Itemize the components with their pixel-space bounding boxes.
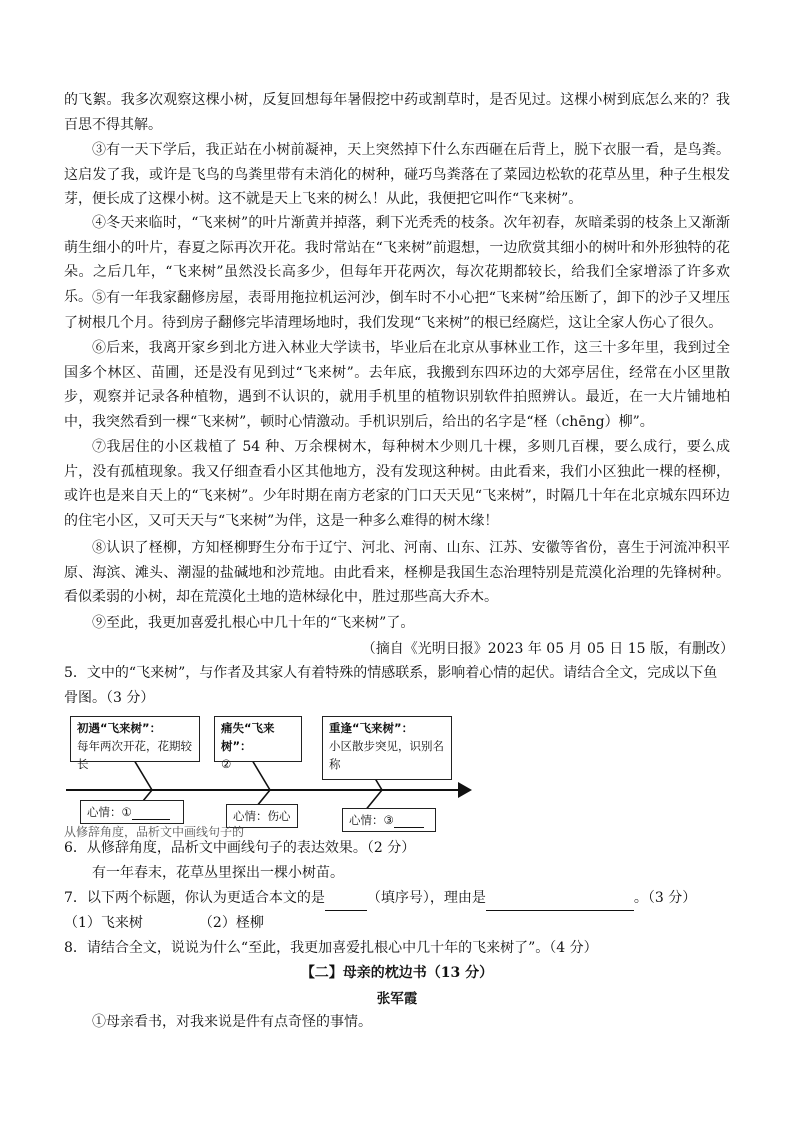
mood2-label: 心情：伤心 [233, 809, 291, 823]
box1-title: 初遇“飞来树”： [77, 721, 162, 735]
q7-option-2: （2）柽柳 [198, 915, 264, 931]
box3-text: 小区散步突见，识别名称 [329, 739, 444, 771]
question-6-sentence: 有一年春末，花草丛里探出一棵小树苗。 [92, 865, 344, 881]
paragraph-8: ⑧认识了柽柳，方知柽柳野生分布于辽宁、河北、河南、山东、江苏、安徽等省份，喜生于河流冲积平原、海滨、滩头、潮湿的盐碱地和沙荒地。由此看来，柽柳是我国生态治理特别是荒漠化治理的先锋树种。看似柔弱的小树，却在荒漠化土地的造林绿化中，胜过那些高大乔木。 [64, 540, 730, 606]
fishbone-diagram [64, 712, 476, 839]
paragraph-9: ⑨至此，我更加喜爱扎根心中几十年的“飞来树”了。 [92, 615, 415, 631]
paragraph-continued: 的飞絮。我多次观察这棵小树，反复回想每年暑假挖中药或割草时，是否见过。这棵小树到底怎么来的？我百思不得其解。 [64, 92, 730, 133]
paragraph-4: ④冬天来临时，“飞来树”的叶片渐黄并掉落，剩下光秃秃的枝条。次年初春，灰暗柔弱的枝条上又渐渐萌生细小的叶片，春夏之际再次开花。我时常站在“飞来树”前遐想，一边欣赏其细小的树叶和外形独特的花朵。之后几年，“飞来树”虽然没长高多少，但每年开花两次，每次花期都较长，给我们全家增添了许多欢乐。 [64, 215, 730, 305]
source-citation: （摘自《光明日报》2023 年 05 月 05 日 15 版，有删改） [361, 641, 734, 657]
section-2-author: 张军霞 [376, 991, 418, 1007]
q7-option-1: （1）飞来树 [64, 915, 143, 931]
answer-blank-1[interactable] [132, 805, 170, 820]
paragraph-5: ⑤有一年我家翻修房屋，表哥用拖拉机运河沙，倒车时不小心把“飞来树”给压断了，卸下的沙子又埋压了树根几个月。待到房子翻修完毕清理场地时，我们发现“飞来树”的根已经腐烂，这让全家人伤心了很久。 [64, 290, 730, 331]
mood-box-3 [342, 808, 436, 832]
fishbone-box-first-meet [70, 716, 200, 771]
box2-blank-number: ② [221, 757, 232, 771]
box3-title: 重逢“飞来树”： [329, 721, 414, 735]
paragraph-3: ③有一天下学后，我正站在小树前凝神，天上突然掉下什么东西砸在后背上，脱下衣服一看，是鸟粪。这启发了我，或许是飞鸟的鸟粪里带有未消化的树种，碰巧鸟粪落在了菜园边松软的花草丛里，种子生根发芽，便长成了这棵小树。这不就是天上飞来的树么！从此，我便把它叫作“飞来树”。 [64, 142, 730, 208]
q7-middle: （填序号），理由是 [366, 890, 486, 906]
question-8: 8．请结合全文，说说为什么“至此，我更加喜爱扎根心中几十年的飞来树了”。（4 分） [64, 940, 598, 956]
paragraph-6: ⑥后来，我离开家乡到北方进入林业大学读书，毕业后在北京从事林业工作，这三十多年里，我到过全国多个林区、苗圃，还是没有见到过“飞来树”。去年底，我搬到东四环边的大郊亭居住，经常在小区里散步，观察并记录各种植物，遇到不认识的，就用手机里的植物识别软件拍照辨认。最近，在一大片铺地柏中，我突然看到一棵“飞来树”，顿时心情激动。手机识别后，给出的名字是“柽（chēng）柳”。 [64, 340, 730, 430]
q7-prefix: 7．以下两个标题，你认为更适合本文的是 [64, 890, 325, 906]
section-2-paragraph-1: ①母亲看书，对我来说是件有点奇怪的事情。 [92, 1014, 372, 1030]
question-6: 6．从修辞角度，品析文中画线句子的表达效果。（2 分） [64, 840, 416, 856]
q7-suffix: 。（3 分） [633, 890, 697, 906]
section-2-title: 【二】母亲的枕边书（13 分） [300, 965, 494, 981]
fishbone-box-reunite [322, 716, 452, 780]
q7-answer-choice[interactable] [325, 896, 367, 911]
box1-text: 每年两次开花，花期较长 [77, 739, 192, 771]
q7-answer-reason[interactable] [486, 896, 634, 911]
box2-title: 痛失“飞来树”： [221, 721, 275, 753]
answer-blank-2[interactable] [221, 778, 285, 791]
question-7 [64, 886, 730, 911]
cropped-text-fragment: 从修辞角度，品析文中画线句子的 [64, 825, 245, 839]
mood-box-1 [80, 800, 184, 824]
answer-blank-3[interactable] [394, 813, 424, 828]
question-7-options [64, 911, 730, 936]
mood3-label: 心情：③ [349, 813, 394, 827]
question-5: 5．文中的“飞来树”，与作者及其家人有着特殊的情感联系，影响着心情的起伏。请结合全文，完成以下鱼骨图。（3 分） [64, 665, 718, 706]
fishbone-box-lose [214, 716, 302, 771]
mood1-label: 心情：① [87, 805, 132, 819]
paragraph-7: ⑦我居住的小区栽植了 54 种、万余棵树木，每种树木少则几十棵，多则几百棵，要么成行，要么成片，没有孤植现象。我又仔细查看小区其他地方，没有发现这种树。由此看来，我们小区独此一棵的柽柳，或许也是来自天上的“飞来树”。少年时期在南方老家的门口天天见“飞来树”，时隔几十年在北京城东四环边的住宅小区，又可天天与“飞来树”为伴，这是一种多么难得的树木缘！ [64, 439, 730, 529]
